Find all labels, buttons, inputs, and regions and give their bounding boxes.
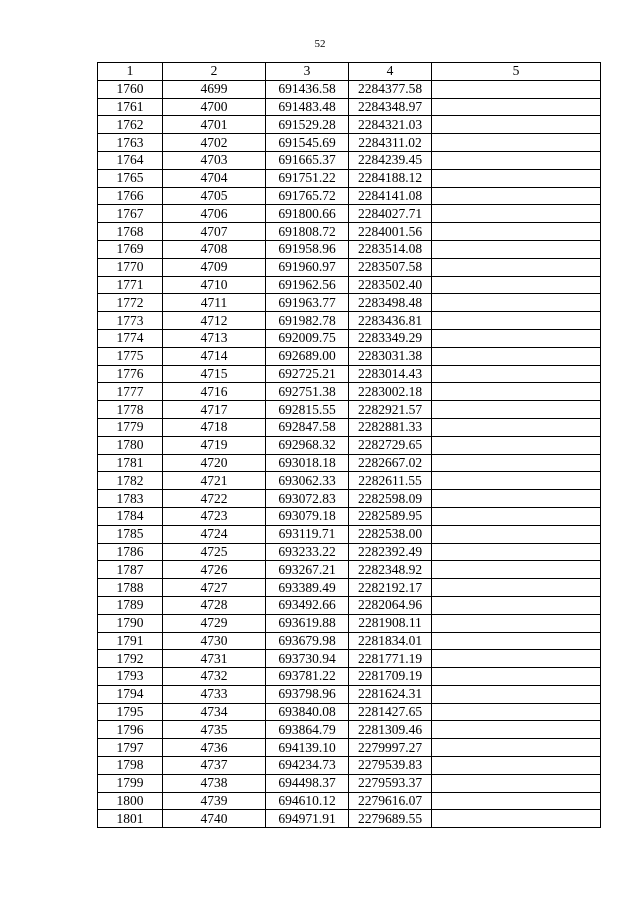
table-cell-col-4: 2282192.17 <box>349 579 432 597</box>
table-cell-col-3: 693079.18 <box>266 507 349 525</box>
table-cell-col-4: 2279689.55 <box>349 810 432 828</box>
table-cell-col-1: 1790 <box>98 614 163 632</box>
table-row <box>98 507 601 525</box>
table-row <box>98 258 601 276</box>
table-row <box>98 240 601 258</box>
table-cell-col-4: 2281309.46 <box>349 721 432 739</box>
column-header-5: 5 <box>432 63 601 81</box>
table-cell-col-5 <box>432 685 601 703</box>
table-cell-col-2: 4727 <box>163 579 266 597</box>
column-header-3: 3 <box>266 63 349 81</box>
table-cell-col-5 <box>432 774 601 792</box>
table-cell-col-3: 694971.91 <box>266 810 349 828</box>
table-row <box>98 418 601 436</box>
table-cell-col-3: 691545.69 <box>266 134 349 152</box>
table-cell-col-5 <box>432 151 601 169</box>
table-cell-col-3: 693864.79 <box>266 721 349 739</box>
table-cell-col-4: 2284188.12 <box>349 169 432 187</box>
table-cell-col-4: 2283436.81 <box>349 312 432 330</box>
table-cell-col-1: 1782 <box>98 472 163 490</box>
table-cell-col-2: 4721 <box>163 472 266 490</box>
table-row <box>98 632 601 650</box>
table-cell-col-5 <box>432 223 601 241</box>
table-row <box>98 472 601 490</box>
table-cell-col-4: 2282729.65 <box>349 436 432 454</box>
table-cell-col-4: 2282611.55 <box>349 472 432 490</box>
table-cell-col-1: 1774 <box>98 329 163 347</box>
table-cell-col-2: 4705 <box>163 187 266 205</box>
table-cell-col-1: 1779 <box>98 418 163 436</box>
table-cell-col-3: 693730.94 <box>266 650 349 668</box>
table-cell-col-1: 1772 <box>98 294 163 312</box>
table-cell-col-1: 1760 <box>98 80 163 98</box>
table-cell-col-5 <box>432 80 601 98</box>
table-cell-col-5 <box>432 525 601 543</box>
table-cell-col-2: 4707 <box>163 223 266 241</box>
table-cell-col-5 <box>432 276 601 294</box>
table-cell-col-3: 691982.78 <box>266 312 349 330</box>
table-cell-col-2: 4708 <box>163 240 266 258</box>
table-cell-col-1: 1776 <box>98 365 163 383</box>
table-cell-col-5 <box>432 579 601 597</box>
table-row <box>98 614 601 632</box>
table-cell-col-2: 4730 <box>163 632 266 650</box>
table-cell-col-4: 2281624.31 <box>349 685 432 703</box>
table-cell-col-4: 2284027.71 <box>349 205 432 223</box>
table-cell-col-5 <box>432 739 601 757</box>
table-cell-col-3: 691483.48 <box>266 98 349 116</box>
table-cell-col-5 <box>432 810 601 828</box>
table-cell-col-3: 691800.66 <box>266 205 349 223</box>
table-cell-col-4: 2284001.56 <box>349 223 432 241</box>
table-cell-col-4: 2284377.58 <box>349 80 432 98</box>
table-cell-col-2: 4729 <box>163 614 266 632</box>
table-cell-col-3: 694610.12 <box>266 792 349 810</box>
table-cell-col-2: 4737 <box>163 757 266 775</box>
table-cell-col-5 <box>432 329 601 347</box>
table-cell-col-5 <box>432 240 601 258</box>
table-cell-col-4: 2282538.00 <box>349 525 432 543</box>
table-row <box>98 490 601 508</box>
table-cell-col-2: 4706 <box>163 205 266 223</box>
table-cell-col-1: 1768 <box>98 223 163 241</box>
table-cell-col-1: 1786 <box>98 543 163 561</box>
table-cell-col-4: 2282392.49 <box>349 543 432 561</box>
table-cell-col-3: 693267.21 <box>266 561 349 579</box>
table-cell-col-2: 4731 <box>163 650 266 668</box>
table-cell-col-2: 4735 <box>163 721 266 739</box>
table-cell-col-1: 1778 <box>98 401 163 419</box>
table-cell-col-2: 4700 <box>163 98 266 116</box>
table-cell-col-3: 693072.83 <box>266 490 349 508</box>
table-cell-col-2: 4712 <box>163 312 266 330</box>
table-row <box>98 169 601 187</box>
table-cell-col-4: 2283514.08 <box>349 240 432 258</box>
table-cell-col-1: 1764 <box>98 151 163 169</box>
table-cell-col-1: 1793 <box>98 668 163 686</box>
table-cell-col-5 <box>432 418 601 436</box>
table-row <box>98 721 601 739</box>
table-cell-col-3: 692689.00 <box>266 347 349 365</box>
table-cell-col-4: 2284311.02 <box>349 134 432 152</box>
column-header-4: 4 <box>349 63 432 81</box>
table-cell-col-3: 692847.58 <box>266 418 349 436</box>
table-cell-col-3: 691751.22 <box>266 169 349 187</box>
table-cell-col-2: 4715 <box>163 365 266 383</box>
table-cell-col-2: 4711 <box>163 294 266 312</box>
table-row <box>98 525 601 543</box>
table-cell-col-4: 2281908.11 <box>349 614 432 632</box>
table-cell-col-3: 692725.21 <box>266 365 349 383</box>
table-cell-col-4: 2284321.03 <box>349 116 432 134</box>
table-cell-col-5 <box>432 169 601 187</box>
table-cell-col-1: 1797 <box>98 739 163 757</box>
table-row <box>98 739 601 757</box>
table-cell-col-3: 691960.97 <box>266 258 349 276</box>
table-cell-col-1: 1792 <box>98 650 163 668</box>
table-cell-col-4: 2284239.45 <box>349 151 432 169</box>
table-cell-col-5 <box>432 703 601 721</box>
table-cell-col-5 <box>432 561 601 579</box>
table-cell-col-5 <box>432 490 601 508</box>
table-cell-col-3: 694139.10 <box>266 739 349 757</box>
table-cell-col-3: 693798.96 <box>266 685 349 703</box>
table-row <box>98 757 601 775</box>
table-cell-col-4: 2279997.27 <box>349 739 432 757</box>
table-cell-col-2: 4736 <box>163 739 266 757</box>
table-cell-col-3: 694498.37 <box>266 774 349 792</box>
table-cell-col-4: 2281834.01 <box>349 632 432 650</box>
table-cell-col-5 <box>432 187 601 205</box>
table-cell-col-1: 1788 <box>98 579 163 597</box>
table-cell-col-3: 691958.96 <box>266 240 349 258</box>
table-cell-col-3: 691963.77 <box>266 294 349 312</box>
table-cell-col-3: 693389.49 <box>266 579 349 597</box>
table-row <box>98 650 601 668</box>
table-row <box>98 329 601 347</box>
table-row <box>98 134 601 152</box>
table-cell-col-3: 693492.66 <box>266 596 349 614</box>
table-cell-col-1: 1795 <box>98 703 163 721</box>
table-cell-col-1: 1763 <box>98 134 163 152</box>
table-row <box>98 98 601 116</box>
table-cell-col-4: 2279593.37 <box>349 774 432 792</box>
table-cell-col-2: 4714 <box>163 347 266 365</box>
table-cell-col-1: 1770 <box>98 258 163 276</box>
table-cell-col-5 <box>432 116 601 134</box>
table-cell-col-2: 4718 <box>163 418 266 436</box>
table-cell-col-3: 691665.37 <box>266 151 349 169</box>
table-cell-col-4: 2284348.97 <box>349 98 432 116</box>
table-cell-col-4: 2284141.08 <box>349 187 432 205</box>
table-cell-col-5 <box>432 401 601 419</box>
table-cell-col-2: 4732 <box>163 668 266 686</box>
table-cell-col-1: 1775 <box>98 347 163 365</box>
table-cell-col-5 <box>432 205 601 223</box>
table-cell-col-2: 4702 <box>163 134 266 152</box>
table-row <box>98 774 601 792</box>
table-cell-col-5 <box>432 721 601 739</box>
table-cell-col-2: 4720 <box>163 454 266 472</box>
table-cell-col-3: 691808.72 <box>266 223 349 241</box>
table-cell-col-1: 1785 <box>98 525 163 543</box>
table-cell-col-1: 1791 <box>98 632 163 650</box>
table-row <box>98 383 601 401</box>
table-cell-col-4: 2283349.29 <box>349 329 432 347</box>
table-row <box>98 276 601 294</box>
table-cell-col-5 <box>432 98 601 116</box>
table-row <box>98 561 601 579</box>
table-cell-col-5 <box>432 632 601 650</box>
table-cell-col-5 <box>432 596 601 614</box>
table-cell-col-3: 693781.22 <box>266 668 349 686</box>
table-cell-col-3: 691765.72 <box>266 187 349 205</box>
table-cell-col-1: 1783 <box>98 490 163 508</box>
table-cell-col-3: 693840.08 <box>266 703 349 721</box>
table-row <box>98 116 601 134</box>
table-cell-col-5 <box>432 347 601 365</box>
column-header-1: 1 <box>98 63 163 81</box>
table-row <box>98 792 601 810</box>
table-cell-col-2: 4725 <box>163 543 266 561</box>
table-cell-col-1: 1801 <box>98 810 163 828</box>
table-cell-col-1: 1787 <box>98 561 163 579</box>
table-cell-col-3: 692968.32 <box>266 436 349 454</box>
table-cell-col-3: 691529.28 <box>266 116 349 134</box>
table-row <box>98 668 601 686</box>
table-header <box>98 63 601 81</box>
table-cell-col-3: 693119.71 <box>266 525 349 543</box>
table-cell-col-4: 2279616.07 <box>349 792 432 810</box>
table-cell-col-1: 1773 <box>98 312 163 330</box>
table-cell-col-3: 693233.22 <box>266 543 349 561</box>
table-cell-col-4: 2283498.48 <box>349 294 432 312</box>
table-cell-col-1: 1781 <box>98 454 163 472</box>
table-cell-col-5 <box>432 650 601 668</box>
table-cell-col-2: 4723 <box>163 507 266 525</box>
table-cell-col-4: 2282348.92 <box>349 561 432 579</box>
table-cell-col-1: 1784 <box>98 507 163 525</box>
table-cell-col-2: 4739 <box>163 792 266 810</box>
table-cell-col-5 <box>432 383 601 401</box>
table-cell-col-3: 692815.55 <box>266 401 349 419</box>
table-cell-col-3: 693062.33 <box>266 472 349 490</box>
table-cell-col-1: 1799 <box>98 774 163 792</box>
table-cell-col-2: 4734 <box>163 703 266 721</box>
table-row <box>98 80 601 98</box>
table-cell-col-5 <box>432 614 601 632</box>
table-row <box>98 454 601 472</box>
table-cell-col-5 <box>432 454 601 472</box>
table-cell-col-4: 2283002.18 <box>349 383 432 401</box>
table-cell-col-4: 2279539.83 <box>349 757 432 775</box>
table-cell-col-2: 4738 <box>163 774 266 792</box>
table-row <box>98 436 601 454</box>
table-cell-col-4: 2281709.19 <box>349 668 432 686</box>
table-row <box>98 205 601 223</box>
table-cell-col-5 <box>432 134 601 152</box>
table-cell-col-4: 2282881.33 <box>349 418 432 436</box>
table-cell-col-2: 4699 <box>163 80 266 98</box>
table-cell-col-2: 4704 <box>163 169 266 187</box>
table-cell-col-5 <box>432 472 601 490</box>
table-cell-col-2: 4717 <box>163 401 266 419</box>
table-cell-col-1: 1769 <box>98 240 163 258</box>
table-cell-col-4: 2283014.43 <box>349 365 432 383</box>
table-row <box>98 810 601 828</box>
table-cell-col-1: 1762 <box>98 116 163 134</box>
table-body <box>98 80 601 827</box>
table-cell-col-2: 4703 <box>163 151 266 169</box>
table-row <box>98 579 601 597</box>
table-cell-col-3: 693018.18 <box>266 454 349 472</box>
table-row <box>98 187 601 205</box>
table-cell-col-5 <box>432 507 601 525</box>
table-cell-col-2: 4726 <box>163 561 266 579</box>
table-cell-col-5 <box>432 668 601 686</box>
header-row <box>98 63 601 81</box>
table-cell-col-5 <box>432 436 601 454</box>
table-cell-col-4: 2283507.58 <box>349 258 432 276</box>
table-cell-col-2: 4701 <box>163 116 266 134</box>
table-cell-col-1: 1761 <box>98 98 163 116</box>
table-row <box>98 685 601 703</box>
table-row <box>98 401 601 419</box>
table-cell-col-2: 4740 <box>163 810 266 828</box>
table-cell-col-5 <box>432 792 601 810</box>
table-cell-col-2: 4709 <box>163 258 266 276</box>
table-cell-col-2: 4713 <box>163 329 266 347</box>
table-row <box>98 703 601 721</box>
table-cell-col-1: 1766 <box>98 187 163 205</box>
table-row <box>98 596 601 614</box>
table-cell-col-4: 2282921.57 <box>349 401 432 419</box>
table-cell-col-2: 4724 <box>163 525 266 543</box>
table-row <box>98 365 601 383</box>
table-cell-col-3: 691962.56 <box>266 276 349 294</box>
table-row <box>98 312 601 330</box>
page-number: 52 <box>314 38 326 50</box>
table-cell-col-1: 1789 <box>98 596 163 614</box>
table-row <box>98 223 601 241</box>
table-cell-col-2: 4710 <box>163 276 266 294</box>
table-cell-col-2: 4728 <box>163 596 266 614</box>
table-row <box>98 151 601 169</box>
table-cell-col-5 <box>432 294 601 312</box>
table-cell-col-4: 2282667.02 <box>349 454 432 472</box>
table-cell-col-1: 1796 <box>98 721 163 739</box>
table-cell-col-3: 693619.88 <box>266 614 349 632</box>
table-cell-col-3: 692009.75 <box>266 329 349 347</box>
column-header-2: 2 <box>163 63 266 81</box>
table-row <box>98 543 601 561</box>
table-cell-col-4: 2282589.95 <box>349 507 432 525</box>
table-cell-col-1: 1765 <box>98 169 163 187</box>
table-cell-col-1: 1794 <box>98 685 163 703</box>
table-cell-col-3: 691436.58 <box>266 80 349 98</box>
table-cell-col-1: 1780 <box>98 436 163 454</box>
coordinates-table <box>97 62 601 828</box>
table-cell-col-1: 1798 <box>98 757 163 775</box>
table-cell-col-1: 1767 <box>98 205 163 223</box>
table-cell-col-4: 2282598.09 <box>349 490 432 508</box>
table-cell-col-4: 2283031.38 <box>349 347 432 365</box>
table-cell-col-5 <box>432 312 601 330</box>
table-cell-col-4: 2281427.65 <box>349 703 432 721</box>
table-cell-col-3: 694234.73 <box>266 757 349 775</box>
table-cell-col-2: 4719 <box>163 436 266 454</box>
table-cell-col-2: 4722 <box>163 490 266 508</box>
table-cell-col-1: 1771 <box>98 276 163 294</box>
table-cell-col-2: 4733 <box>163 685 266 703</box>
table-cell-col-1: 1777 <box>98 383 163 401</box>
table-cell-col-5 <box>432 365 601 383</box>
table-cell-col-1: 1800 <box>98 792 163 810</box>
table-cell-col-5 <box>432 543 601 561</box>
table-cell-col-5 <box>432 258 601 276</box>
table-cell-col-4: 2283502.40 <box>349 276 432 294</box>
table-cell-col-3: 692751.38 <box>266 383 349 401</box>
table-cell-col-3: 693679.98 <box>266 632 349 650</box>
table-cell-col-4: 2281771.19 <box>349 650 432 668</box>
table-row <box>98 347 601 365</box>
table-cell-col-5 <box>432 757 601 775</box>
table-cell-col-4: 2282064.96 <box>349 596 432 614</box>
table-cell-col-2: 4716 <box>163 383 266 401</box>
table-row <box>98 294 601 312</box>
